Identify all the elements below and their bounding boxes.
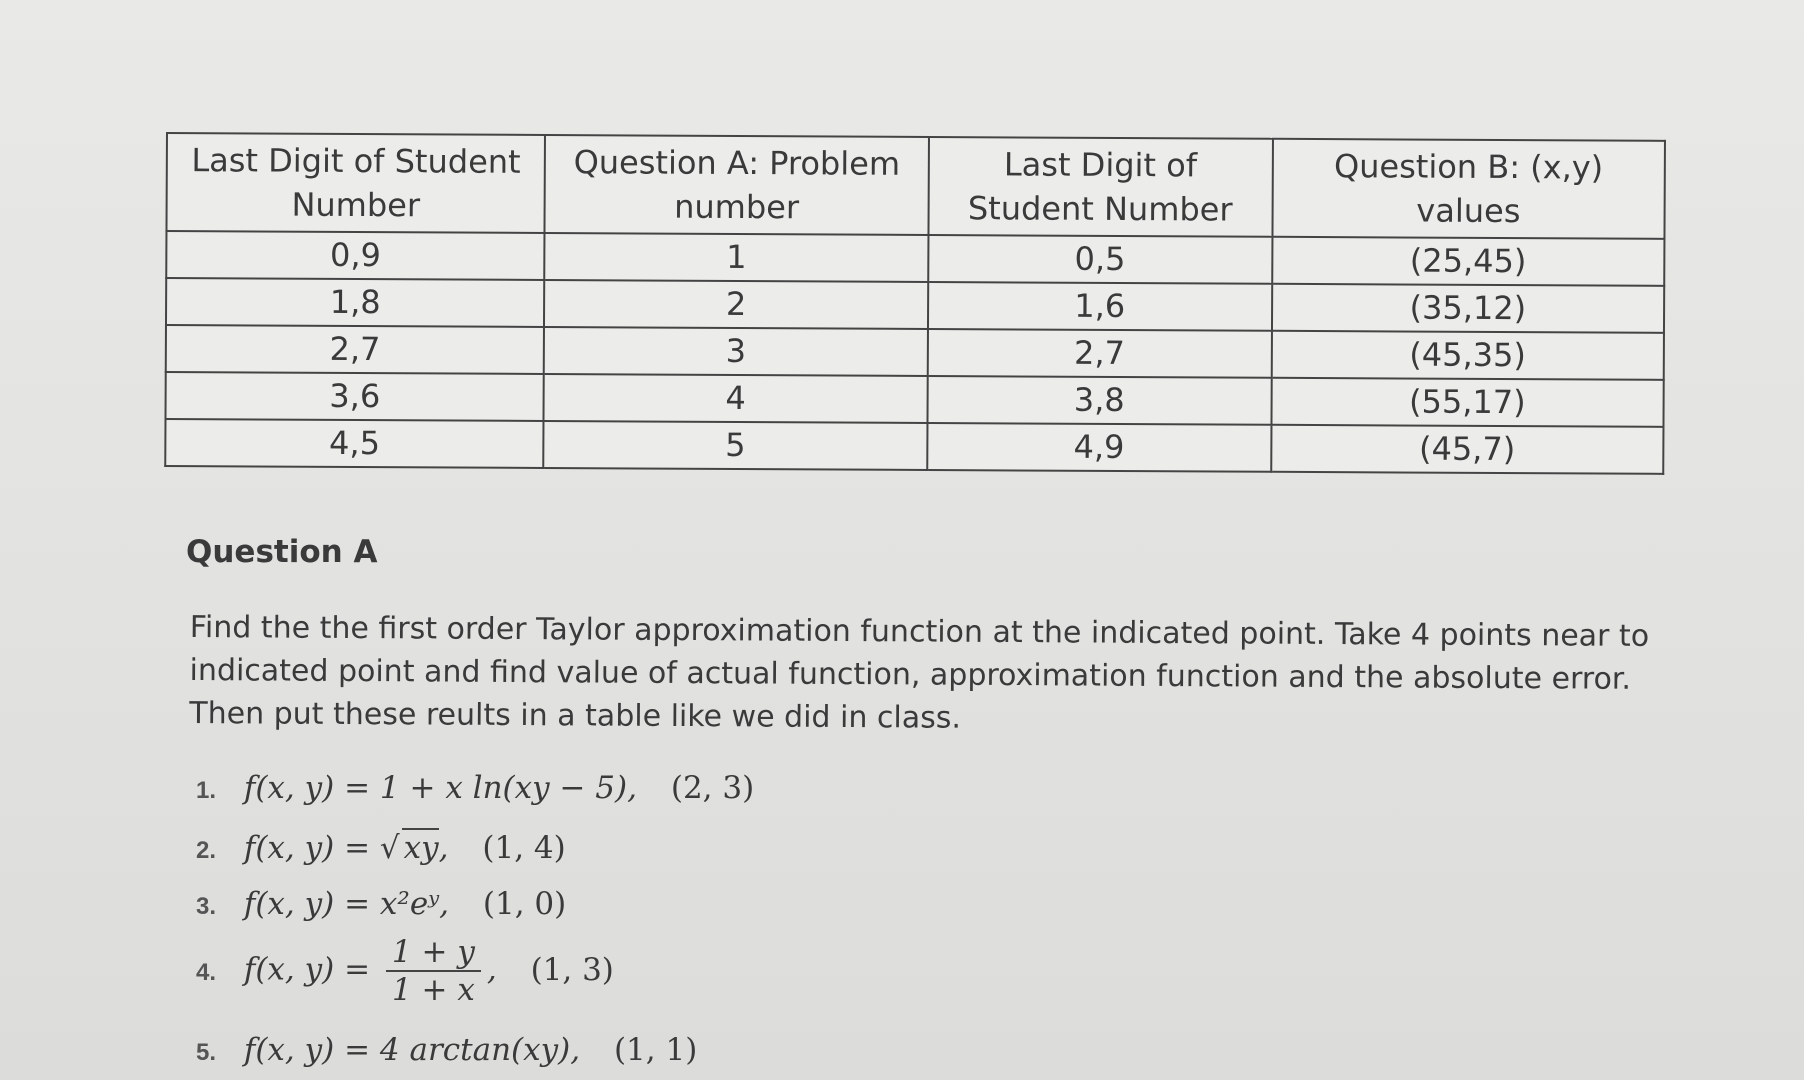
table-cell: 5 xyxy=(544,421,928,470)
column-header: Last Digit of Student Number xyxy=(166,133,545,233)
table-cell: (55,17) xyxy=(1271,378,1664,427)
problem-point: (1, 1) xyxy=(613,1032,698,1068)
problem-number: 4. xyxy=(196,958,217,986)
table-cell: 2,7 xyxy=(927,329,1271,378)
table-cell: (45,35) xyxy=(1271,331,1664,380)
problem-number: 5. xyxy=(196,1039,217,1066)
sqrt-radicand: xy xyxy=(403,830,439,866)
column-header: Question B: (x,y) values xyxy=(1272,139,1665,239)
table-cell: 3,6 xyxy=(165,372,544,421)
table-cell: 0,5 xyxy=(928,235,1272,284)
problem-function: f(x, y) = 1 + x ln(xy − 5), xyxy=(243,770,637,806)
table-header-row xyxy=(166,133,1664,239)
table-cell: 2,7 xyxy=(166,325,545,374)
table-cell: 4,5 xyxy=(165,419,544,468)
table-cell: 3 xyxy=(544,327,928,376)
table-cell: 4,9 xyxy=(927,423,1271,472)
table-cell: 2 xyxy=(544,280,928,329)
problem-function-prefix: f(x, y) = xyxy=(243,951,371,988)
fraction xyxy=(386,934,481,1008)
problem-point: (1, 3) xyxy=(530,951,614,988)
fraction-numerator: 1 + y xyxy=(386,934,481,972)
table-cell: 1 xyxy=(545,233,929,282)
problem-function: f(x, y) = 4 arctan(xy), xyxy=(243,1032,581,1068)
table-cell: 1,8 xyxy=(166,278,545,327)
problem-item xyxy=(196,828,566,866)
table-cell: 4 xyxy=(544,374,928,423)
problem-function: f(x, y) = x²eʸ, xyxy=(243,886,450,922)
problem-item xyxy=(196,1032,697,1068)
assignment-table xyxy=(164,132,1666,475)
problem-point: (1, 0) xyxy=(482,886,567,922)
question-a-instructions: Find the the first order Taylor approximation function at the indicated point. Take 4 points near to indicated point and find value of actual function, approximation function and the absolute error. Then put these reults in a table like we did in class. xyxy=(189,609,1650,736)
column-header: Last Digit of Student Number xyxy=(928,137,1272,237)
fraction-denominator: 1 + x xyxy=(391,972,475,1008)
table-row xyxy=(165,372,1663,427)
problem-point: (2, 3) xyxy=(670,770,755,806)
problem-function-prefix: f(x, y) = √ xyxy=(243,830,400,866)
table-cell: (45,7) xyxy=(1271,425,1664,474)
problem-item xyxy=(196,770,754,806)
table-cell: 1,6 xyxy=(928,282,1272,331)
table-cell: (25,45) xyxy=(1272,237,1665,286)
table-row xyxy=(166,278,1664,333)
column-header: Question A: Problem number xyxy=(545,135,929,235)
problem-function-suffix: , xyxy=(438,830,449,866)
problem-number: 1. xyxy=(196,777,217,804)
question-a-title: Question A xyxy=(186,534,378,570)
problem-item xyxy=(196,934,614,1008)
table-row xyxy=(166,325,1664,380)
problem-number: 2. xyxy=(196,837,217,864)
table-row xyxy=(166,231,1664,286)
problem-point: (1, 4) xyxy=(482,830,566,866)
table-cell: 3,8 xyxy=(927,376,1271,425)
problem-item xyxy=(196,886,566,922)
table-cell: (35,12) xyxy=(1272,284,1665,333)
table-cell: 0,9 xyxy=(166,231,545,280)
problem-number: 3. xyxy=(196,893,217,920)
table-row xyxy=(165,419,1663,474)
problem-function-suffix: , xyxy=(486,951,497,988)
